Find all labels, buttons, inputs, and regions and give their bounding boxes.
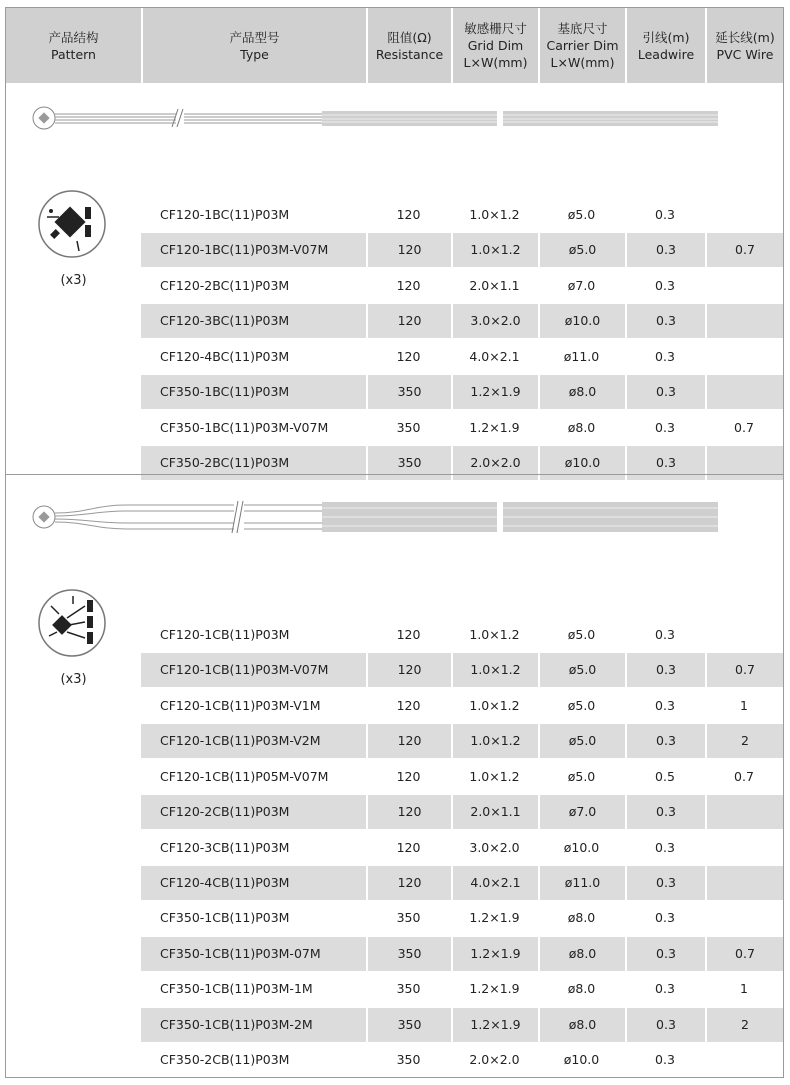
table-row: [141, 795, 783, 829]
leadwire-cell: 0.3: [625, 375, 705, 409]
pvc-wire-cell: 1: [740, 981, 748, 996]
pvc-wire-cell: [705, 340, 783, 374]
grid-dim-cell: 1.2×1.9: [469, 910, 520, 925]
header-pattern: [6, 8, 141, 83]
pvc-wire-cell: 1: [740, 698, 748, 713]
quantity-multiplier: (x3): [60, 672, 87, 687]
leadwire-cell: 0.3: [625, 1008, 705, 1042]
sensor-leadwire-drawing: [6, 98, 783, 138]
type-cell: CF350-1CB(11)P03M-07M: [160, 946, 321, 961]
strain-gauge-bc-pattern: [37, 189, 107, 259]
leadwire-cell: 0.3: [655, 278, 675, 293]
pvc-wire-cell: [705, 375, 783, 409]
grid-dim-cell: 3.0×2.0: [469, 840, 520, 855]
type-cell: CF350-1CB(11)P03M-2M: [160, 1017, 313, 1032]
leadwire-cell: 0.3: [655, 1052, 675, 1067]
leadwire-cell: 0.3: [625, 446, 705, 480]
grid-dim-cell: 4.0×2.1: [469, 349, 520, 364]
header-grid-en: Grid Dim: [467, 38, 524, 53]
header-leadwire-en: Leadwire: [637, 46, 695, 62]
carrier-dim-cell: ø5.0: [538, 653, 625, 687]
header-pvc-en: PVC Wire: [716, 46, 774, 62]
type-cell: CF120-2BC(11)P03M: [160, 278, 290, 293]
carrier-dim-cell: ø5.0: [567, 627, 596, 642]
header-carrier-en: Carrier Dim: [546, 38, 619, 53]
pvc-wire-cell: [705, 269, 783, 303]
table-row: [141, 866, 783, 900]
resistance-cell: 120: [396, 207, 421, 222]
type-cell: CF120-2CB(11)P03M: [160, 804, 290, 819]
pvc-wire-cell: [705, 304, 783, 338]
resistance-cell: 120: [366, 795, 451, 829]
pvc-wire-cell: 0.7: [705, 937, 783, 971]
type-cell: CF120-4BC(11)P03M: [160, 349, 290, 364]
grid-dim-cell: 2.0×2.0: [469, 1052, 520, 1067]
table-row: [141, 618, 783, 652]
resistance-cell: 120: [366, 304, 451, 338]
leadwire-cell: 0.3: [655, 698, 675, 713]
type-cell: CF120-1BC(11)P03M-V07M: [160, 242, 329, 257]
grid-dim-cell: 4.0×2.1: [451, 866, 538, 900]
table-row: [141, 972, 783, 1006]
pvc-wire-cell: 2: [705, 1008, 783, 1042]
table-row: [141, 1043, 783, 1077]
pvc-wire-cell: [705, 795, 783, 829]
carrier-dim-cell: ø5.0: [538, 233, 625, 267]
carrier-dim-cell: ø7.0: [567, 278, 596, 293]
type-cell: CF350-1BC(11)P03M: [160, 384, 290, 399]
type-cell: CF120-1CB(11)P03M-V2M: [160, 733, 321, 748]
leadwire-cell: 0.3: [625, 937, 705, 971]
carrier-dim-cell: ø10.0: [538, 446, 625, 480]
strain-gauge-cb-pattern: [37, 588, 107, 658]
table-row: [141, 233, 783, 267]
table-row: [141, 411, 783, 445]
header-leadwire: [625, 8, 705, 83]
pvc-wire-cell: [705, 831, 783, 865]
header-carrier-cn: 基底尺寸: [557, 21, 608, 36]
header-grid-cn: 敏感栅尺寸: [464, 21, 527, 36]
header-resistance: [366, 8, 451, 83]
carrier-dim-cell: ø10.0: [563, 1052, 600, 1067]
carrier-dim-cell: ø10.0: [538, 304, 625, 338]
carrier-dim-cell: ø11.0: [538, 866, 625, 900]
leadwire-cell: 0.5: [655, 769, 675, 784]
type-cell: CF350-2CB(11)P03M: [160, 1052, 290, 1067]
pvc-wire-cell: [705, 618, 783, 652]
grid-dim-cell: 1.2×1.9: [451, 1008, 538, 1042]
pvc-wire-cell: 0.7: [734, 769, 754, 784]
leadwire-cell: 0.3: [655, 840, 675, 855]
header-pattern-cn: 产品结构: [48, 29, 99, 45]
header-grid-dim: [451, 8, 538, 83]
carrier-dim-cell: ø5.0: [538, 724, 625, 758]
type-cell: CF350-1BC(11)P03M-V07M: [160, 420, 329, 435]
header-pattern-en: Pattern: [51, 46, 96, 62]
resistance-cell: 120: [366, 233, 451, 267]
grid-dim-cell: 2.0×1.1: [469, 278, 520, 293]
type-cell: CF350-1CB(11)P03M-1M: [160, 981, 313, 996]
grid-dim-cell: 2.0×1.1: [451, 795, 538, 829]
header-carrier-unit: L×W(mm): [550, 55, 615, 70]
type-cell: CF350-2BC(11)P03M: [160, 455, 290, 470]
sensor-leadwire-drawing: [6, 493, 783, 541]
resistance-cell: 120: [366, 653, 451, 687]
carrier-dim-cell: ø5.0: [567, 698, 596, 713]
header-grid-unit: L×W(mm): [463, 55, 528, 70]
header-resistance-cn: 阻值(Ω): [387, 29, 432, 45]
header-pvc-cn: 延长线(m): [715, 29, 775, 45]
quantity-multiplier: (x3): [60, 273, 87, 288]
header-type-en: Type: [240, 46, 269, 62]
carrier-dim-cell: ø5.0: [567, 207, 596, 222]
table-row: [141, 831, 783, 865]
leadwire-cell: 0.3: [655, 349, 675, 364]
resistance-cell: 120: [396, 698, 421, 713]
carrier-dim-cell: ø8.0: [538, 1008, 625, 1042]
pvc-wire-cell: [705, 198, 783, 232]
leadwire-cell: 0.3: [625, 304, 705, 338]
carrier-dim-cell: ø11.0: [563, 349, 600, 364]
resistance-cell: 120: [366, 866, 451, 900]
type-cell: CF120-1CB(11)P05M-V07M: [160, 769, 329, 784]
grid-dim-cell: 1.0×1.2: [451, 233, 538, 267]
carrier-dim-cell: ø5.0: [567, 769, 596, 784]
leadwire-cell: 0.3: [625, 866, 705, 900]
leadwire-cell: 0.3: [655, 207, 675, 222]
type-cell: CF120-3CB(11)P03M: [160, 840, 290, 855]
grid-dim-cell: 1.2×1.9: [469, 981, 520, 996]
resistance-cell: 120: [396, 627, 421, 642]
leadwire-cell: 0.3: [655, 910, 675, 925]
resistance-cell: 350: [396, 1052, 421, 1067]
table-row: [141, 340, 783, 374]
carrier-dim-cell: ø8.0: [538, 375, 625, 409]
carrier-dim-cell: ø8.0: [567, 420, 596, 435]
carrier-dim-cell: ø8.0: [567, 910, 596, 925]
grid-dim-cell: 3.0×2.0: [451, 304, 538, 338]
resistance-cell: 350: [396, 420, 421, 435]
grid-dim-cell: 1.2×1.9: [451, 937, 538, 971]
resistance-cell: 120: [396, 840, 421, 855]
pvc-wire-cell: 0.7: [705, 653, 783, 687]
table-row: [141, 269, 783, 303]
pvc-wire-cell: [705, 866, 783, 900]
resistance-cell: 350: [396, 981, 421, 996]
carrier-dim-cell: ø10.0: [563, 840, 600, 855]
carrier-dim-cell: ø8.0: [538, 937, 625, 971]
type-cell: CF120-4CB(11)P03M: [160, 875, 290, 890]
leadwire-cell: 0.3: [655, 981, 675, 996]
type-cell: CF120-1CB(11)P03M-V07M: [160, 662, 329, 677]
table-row: [141, 304, 783, 338]
leadwire-cell: 0.3: [625, 724, 705, 758]
section-cb: [6, 474, 783, 1078]
resistance-cell: 350: [366, 1008, 451, 1042]
grid-dim-cell: 1.0×1.2: [451, 724, 538, 758]
leadwire-cell: 0.3: [655, 420, 675, 435]
resistance-cell: 350: [366, 446, 451, 480]
resistance-cell: 120: [396, 769, 421, 784]
pvc-wire-cell: 0.7: [705, 233, 783, 267]
carrier-dim-cell: ø7.0: [538, 795, 625, 829]
header-type-cn: 产品型号: [229, 29, 280, 45]
pvc-wire-cell: 0.7: [734, 420, 754, 435]
resistance-cell: 120: [396, 349, 421, 364]
leadwire-cell: 0.3: [625, 795, 705, 829]
table-row: [141, 198, 783, 232]
table-row: [141, 653, 783, 687]
pvc-wire-cell: 2: [705, 724, 783, 758]
table-row: [141, 937, 783, 971]
table-header: [6, 8, 783, 83]
pvc-wire-cell: [705, 901, 783, 935]
table-row: [141, 724, 783, 758]
table-row: [141, 1008, 783, 1042]
grid-dim-cell: 1.0×1.2: [469, 769, 520, 784]
grid-dim-cell: 1.0×1.2: [469, 627, 520, 642]
type-cell: CF120-1BC(11)P03M: [160, 207, 290, 222]
grid-dim-cell: 1.0×1.2: [469, 207, 520, 222]
resistance-cell: 120: [396, 278, 421, 293]
grid-dim-cell: 1.2×1.9: [451, 375, 538, 409]
resistance-cell: 350: [396, 910, 421, 925]
resistance-cell: 350: [366, 375, 451, 409]
grid-dim-cell: 1.0×1.2: [451, 653, 538, 687]
header-resistance-en: Resistance: [375, 46, 444, 62]
table-row: [141, 901, 783, 935]
leadwire-cell: 0.3: [625, 233, 705, 267]
table-row: [141, 689, 783, 723]
header-carrier-dim: [538, 8, 625, 83]
table-row: [141, 375, 783, 409]
grid-dim-cell: 1.0×1.2: [469, 698, 520, 713]
table-row: [141, 760, 783, 794]
grid-dim-cell: 2.0×2.0: [451, 446, 538, 480]
resistance-cell: 350: [366, 937, 451, 971]
type-cell: CF120-1CB(11)P03M-V1M: [160, 698, 321, 713]
grid-dim-cell: 1.2×1.9: [469, 420, 520, 435]
resistance-cell: 120: [366, 724, 451, 758]
pvc-wire-cell: [705, 1043, 783, 1077]
type-cell: CF120-1CB(11)P03M: [160, 627, 290, 642]
spec-table: [5, 7, 784, 1078]
header-type: [141, 8, 366, 83]
leadwire-cell: 0.3: [655, 627, 675, 642]
type-cell: CF120-3BC(11)P03M: [160, 313, 290, 328]
header-pvc-wire: [705, 8, 783, 83]
type-cell: CF350-1CB(11)P03M: [160, 910, 290, 925]
leadwire-cell: 0.3: [625, 653, 705, 687]
carrier-dim-cell: ø8.0: [567, 981, 596, 996]
header-leadwire-cn: 引线(m): [642, 29, 690, 45]
section-bc: [6, 83, 783, 473]
